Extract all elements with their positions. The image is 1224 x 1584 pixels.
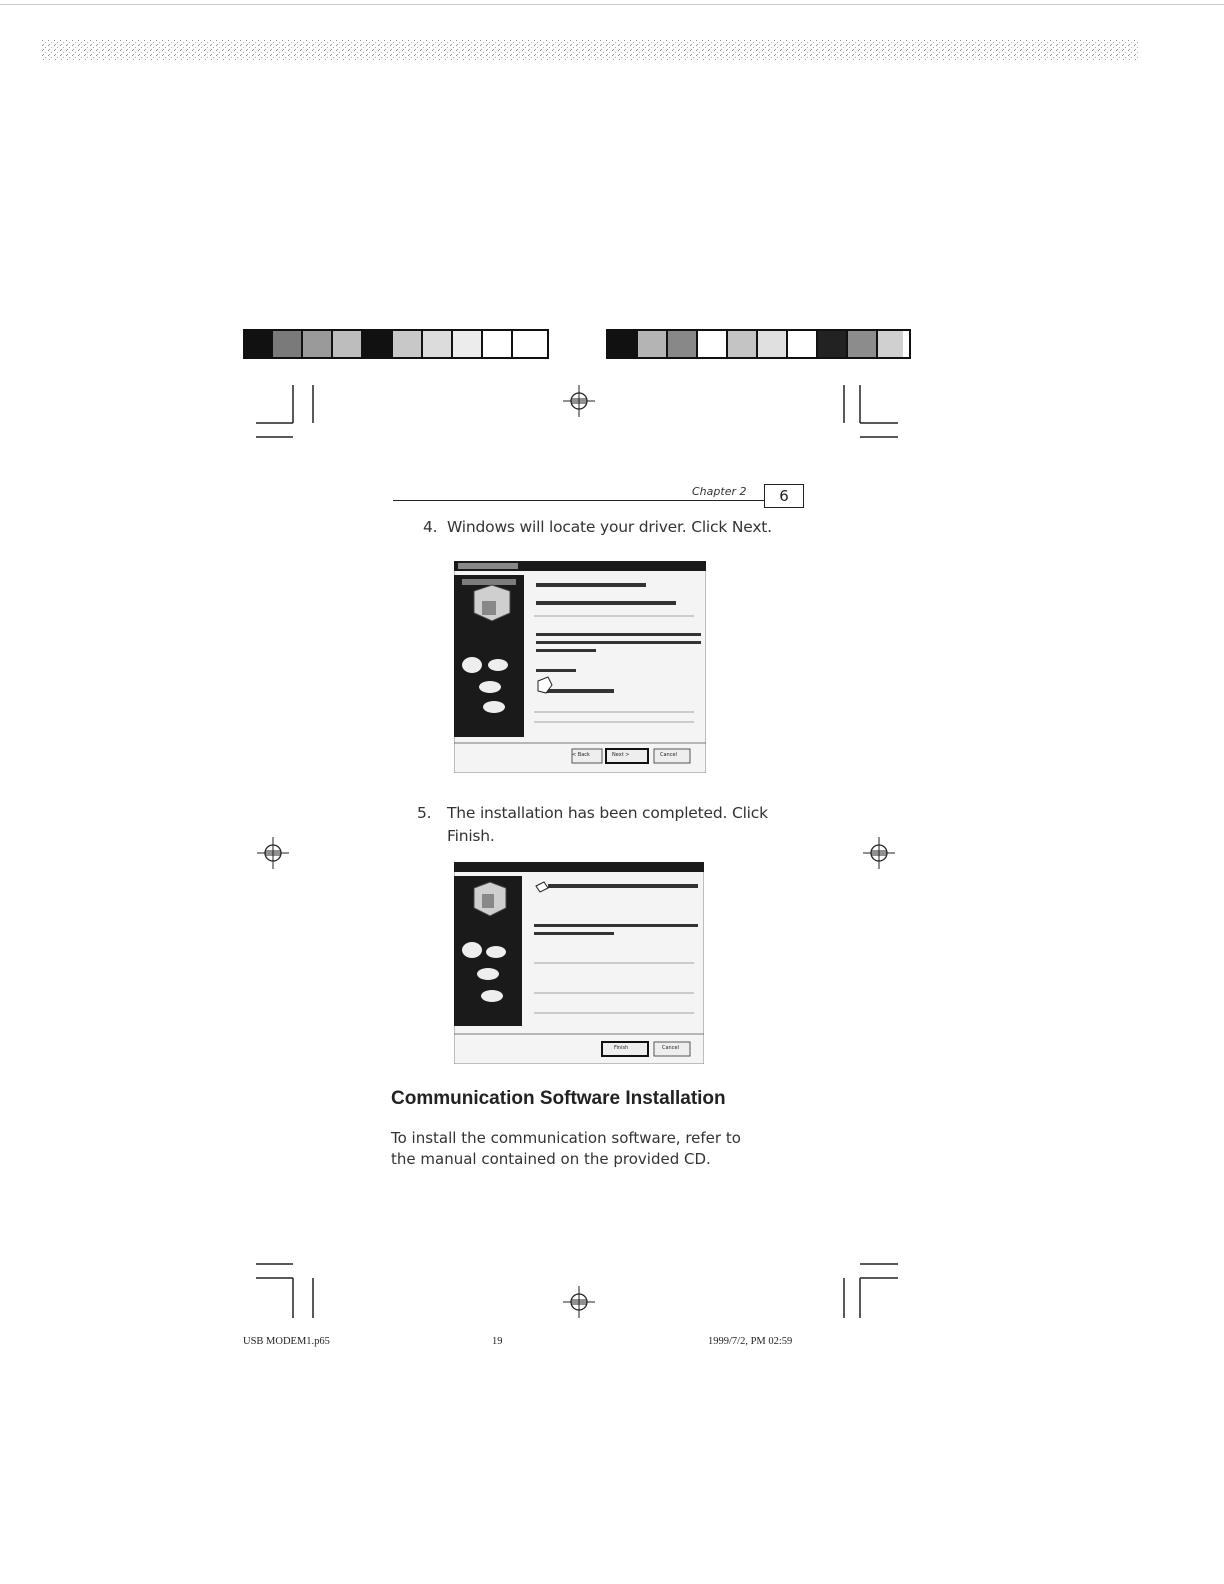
step-4 xyxy=(423,518,772,536)
step-text-line1: The installation has been completed. Click xyxy=(447,804,768,822)
screenshot1-cancel-button: Cancel xyxy=(660,752,677,758)
crop-mark-top-left xyxy=(250,385,330,445)
crop-mark-bottom-right xyxy=(836,1262,916,1322)
step-text: Windows will locate your driver. Click Next. xyxy=(447,518,772,536)
section-heading: Communication Software Installation xyxy=(391,1088,726,1109)
screenshot-driver-located xyxy=(454,561,706,773)
step-number: 5. xyxy=(417,804,432,822)
screenshot2-finish-button: Finish xyxy=(614,1045,629,1051)
screenshot2-cancel-button: Cancel xyxy=(662,1045,679,1051)
screenshot1-back-button: < Back xyxy=(572,752,590,758)
registration-target-icon xyxy=(255,835,291,871)
crop-mark-bottom-left xyxy=(250,1262,330,1322)
registration-target-icon xyxy=(861,835,897,871)
color-bar-left xyxy=(243,329,549,359)
section-body xyxy=(391,1128,771,1170)
step-5 xyxy=(417,802,777,848)
screenshot-installation-complete xyxy=(454,862,704,1064)
chapter-label: Chapter 2 xyxy=(692,485,747,498)
footer-timestamp: 1999/7/2, PM 02:59 xyxy=(708,1336,793,1347)
registration-target-icon xyxy=(561,383,597,419)
section-body-line1: To install the communication software, refer to xyxy=(391,1129,741,1147)
step-number: 4. xyxy=(423,518,438,536)
step-text-line2: Finish. xyxy=(447,827,495,845)
section-body-line2: the manual contained on the provided CD. xyxy=(391,1150,711,1168)
screenshot1-next-button: Next > xyxy=(612,752,630,758)
scan-noise-band xyxy=(0,0,1224,70)
header-rule xyxy=(393,500,765,501)
page-number-box: 6 xyxy=(764,484,804,508)
footer-filename: USB MODEM1.p65 xyxy=(243,1336,330,1347)
color-bar-right xyxy=(606,329,911,359)
registration-target-icon xyxy=(561,1284,597,1320)
crop-mark-top-right xyxy=(836,385,916,445)
footer-page: 19 xyxy=(492,1336,503,1347)
